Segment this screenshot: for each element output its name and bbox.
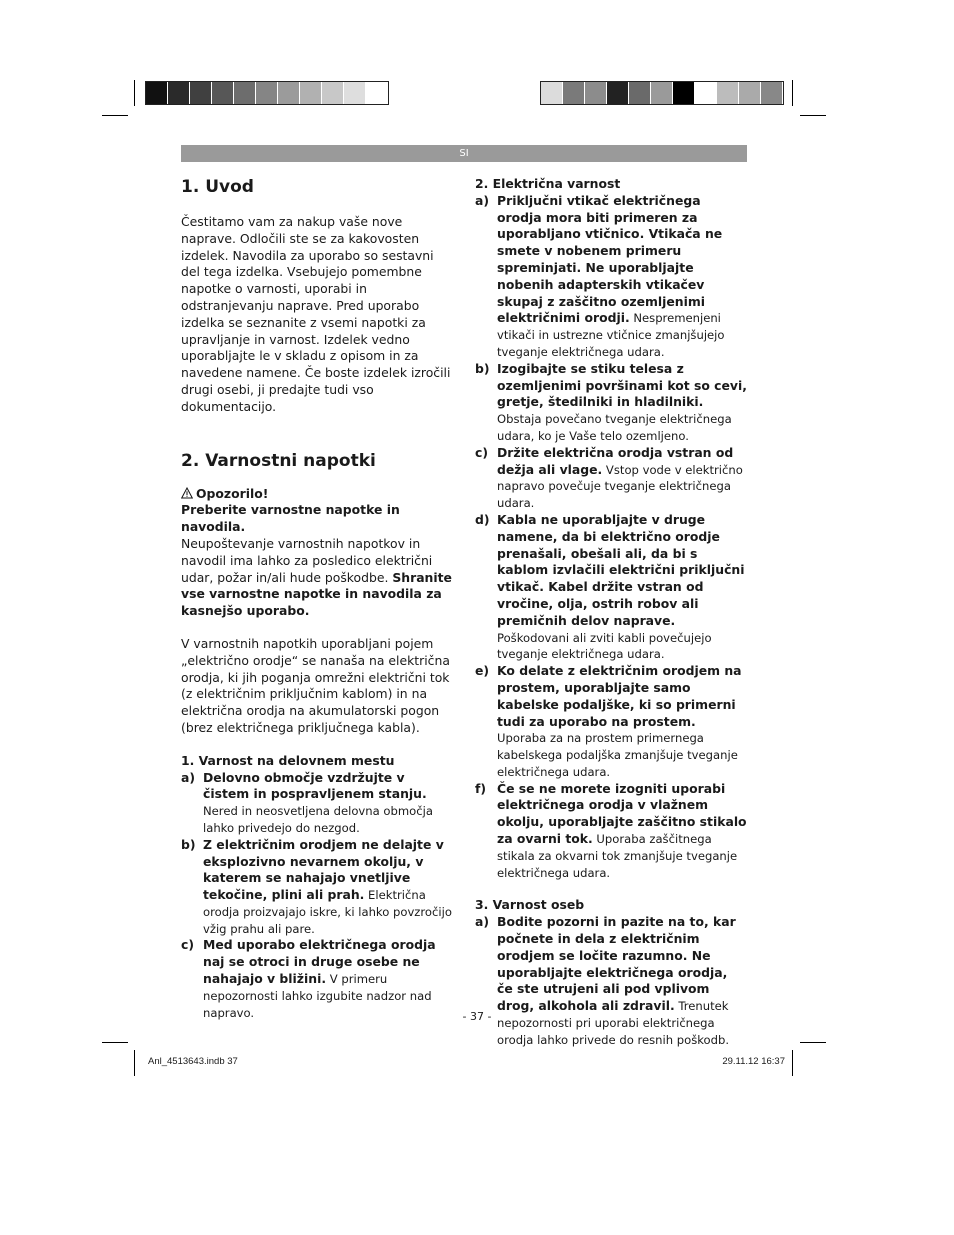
footer-date: 29.11.12 16:37 xyxy=(722,1056,785,1067)
section-title-safety: 2. Varnostni napotki xyxy=(181,450,376,471)
subheading-workplace: 1. Varnost na delovnem mestu xyxy=(181,752,395,768)
section-title-intro: 1. Uvod xyxy=(181,177,254,197)
language-bar: SI xyxy=(181,145,747,162)
crop-mark xyxy=(102,115,128,116)
left-column xyxy=(181,176,453,1021)
list-item: a) Delovno območje vzdržujte v čistem in pospravljenem stanju. Nered in neosvetljena delovna območja lahko privedejo do nezgod. xyxy=(181,769,433,835)
subheading-electrical: 2. Električna varnost xyxy=(475,176,621,191)
crop-mark xyxy=(792,1050,793,1076)
list-item: c) Med uporabo električnega orodja naj se otroci in druge osebe ne nahajajo v bližini. V primeru nepozornosti lahko izgubite nadzor nad napravo. xyxy=(181,937,436,1020)
page-number: - 37 - xyxy=(462,1010,492,1023)
crop-mark xyxy=(134,80,135,106)
crop-mark xyxy=(792,80,793,106)
list-item: e) Ko delate z električnim orodjem na prostem, uporabljajte samo kabelske podaljške, ki so primerni tudi za uporabo na prostem. Uporaba za na prostem primernega kabelskega podaljška zmanjšuje tveganje električnega udara. xyxy=(475,663,742,779)
list-item: c) Držite električna orodja vstran od dežja ali vlage. Vstop vode v električno napravo povečuje tveganje električnega udara. xyxy=(475,444,743,511)
list-item: a) Priključni vtikač električnega orodja mora biti primeren za uporabljano vtičnico. Vtikača ne smete v nobenem primeru spreminjati. Ne uporabljajte nobenih adapterskih vtikačev skupaj z zaščitno ozemljenimi električnimi orodji. Nespremenjeni vtikači in ustrezne vtičnice zmanjšujejo tveganje električnega udara. xyxy=(475,192,725,359)
list-item: d) Kabla ne uporabljajte v druge namene, da bi električno orodje prenašali, obešali ali, da bi s kablom izvlačili električni priključni vtikač. Kabel držite vstran od vročine, olja, ostrih robov ali premičnih delov naprave. Poškodovani ali zviti kabli povečujejo tveganje električnega udara. xyxy=(475,511,745,662)
warning-text: Neupoštevanje varnostnih napotkov in navodil ima lahko za posledico električni udar, požar in/ali hude poškodbe. Shranite vse varnostne napotke in navodila za kasnejšo uporabo. xyxy=(181,535,452,619)
list-item: a) Bodite pozorni in pazite na to, kar počnete in dela z električnim orodjem se ločite razumno. Ne uporabljajte električnega orodja, če ste utrujeni ali pod vplivom drog, alkohola ali zdravil. Trenutek nepozornosti pri uporabi električnega orodja lahko privede do resnih poškodb. xyxy=(475,914,736,1047)
list-workplace xyxy=(181,770,453,1022)
list-electrical xyxy=(475,193,747,882)
crop-mark xyxy=(800,115,826,116)
crop-mark xyxy=(102,1042,128,1043)
intro-paragraph: Čestitamo vam za nakup vaše nove naprave. Odločili ste se za kakovosten izdelek. Navodila za uporabo so sestavni del tega izdelka. Vsebujejo pomembne napotke o varnosti, uporabi in odstranjevanju naprave. Pred uporabo izdelka se seznanite z vsemi napotki za upravljanje in varnost. Izdelek vedno uporabljajte le v skladu z opisom in za navedene namene. Če boste izdelek izročili drugi osebi, ji predajte tudi vso dokumentacijo. xyxy=(181,214,451,414)
warning-icon xyxy=(181,487,193,499)
right-column xyxy=(475,176,747,1049)
color-bar-left xyxy=(145,81,389,105)
definition-paragraph: V varnostnih napotkih uporabljani pojem „električno orodje“ se nanaša na električna orodja, ki jih poganja omrežni električni tok (z električnim priključnim kablom) in na električna orodja na akumulatorski pogon (brez električnega priključnega kabla). xyxy=(181,635,450,735)
list-personal xyxy=(475,914,747,1048)
list-item: f) Če se ne morete izogniti uporabi električnega orodja v vlažnem okolju, uporabljajte zaščitno stikalo za ovarni tok. Uporaba zaščitnega stikala za okvarni tok zmanjšuje tveganje električnega udara. xyxy=(475,780,747,880)
crop-mark xyxy=(134,1050,135,1076)
warning-heading: Preberite varnostne napotke in navodila. xyxy=(181,502,400,535)
crop-mark xyxy=(800,1042,826,1043)
list-item: b) Izogibajte se stiku telesa z ozemljenimi površinami kot so cevi, gretje, štedilniki in hladilniki. Obstaja povečano tveganje električnega udara, ko je Vaše telo ozemljeno. xyxy=(475,360,747,443)
color-bar-right xyxy=(540,81,784,105)
warning-label: Opozorilo! xyxy=(181,486,453,503)
list-item: b) Z električnim orodjem ne delajte v eksplozivno nevarnem okolju, v katerem se nahajajo vnetljive tekočine, plini ali prah. Električna orodja proizvajajo iskre, ki lahko povzročijo vžig prahu ali pare. xyxy=(181,836,452,936)
footer-file: Anl_4513643.indb 37 xyxy=(148,1056,238,1067)
subheading-personal: 3. Varnost oseb xyxy=(475,897,585,913)
